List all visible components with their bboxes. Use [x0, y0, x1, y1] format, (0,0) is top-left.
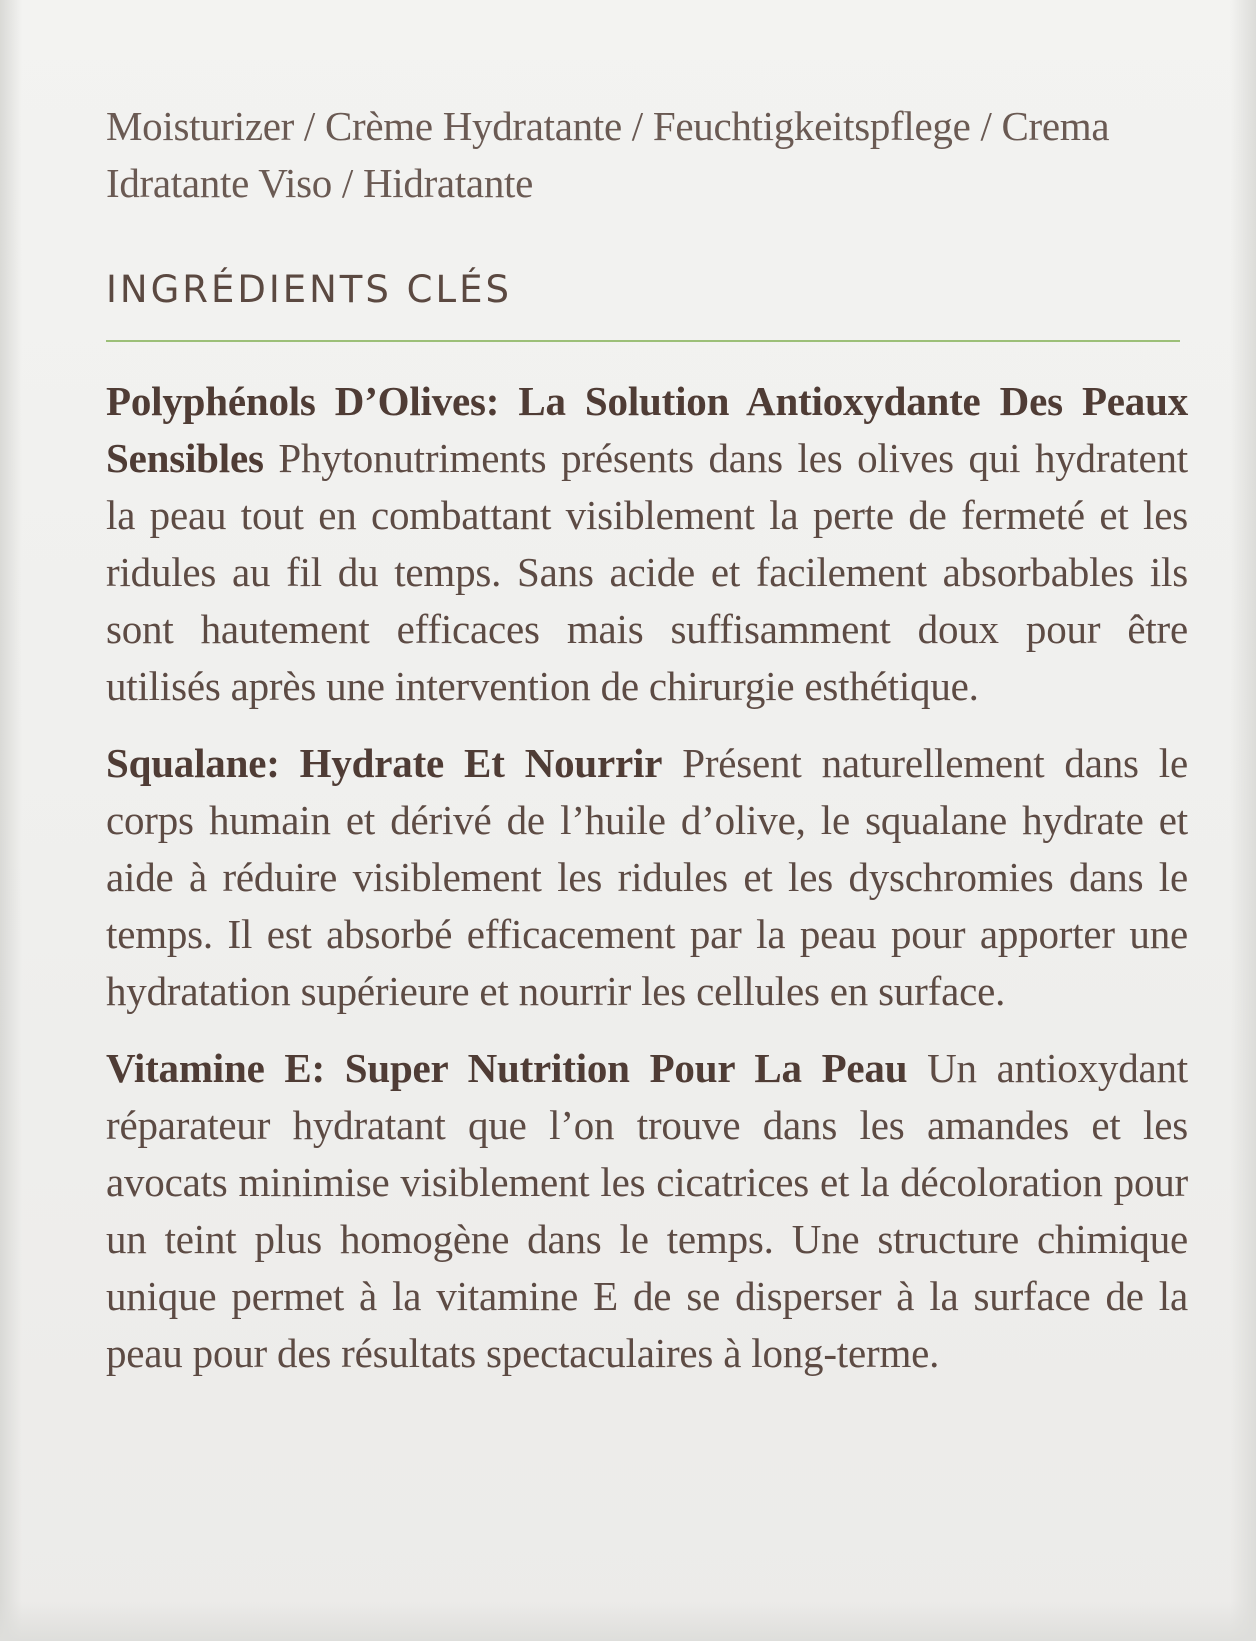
ingredient-olive-polyphenols [106, 373, 1188, 715]
heading-divider [106, 340, 1180, 342]
ingredient-name: Polyphénols D’Olives: La Solution Antioxydante Des Peaux Sensibles [106, 378, 1188, 481]
ingredient-name: Squalane: Hydrate Et Nourrir [106, 740, 663, 786]
label-content [106, 98, 1188, 1402]
ingredients-list [106, 373, 1188, 1382]
ingredient-squalane [106, 735, 1188, 1020]
ingredient-description: Présent naturellement dans le corps humain et dérivé de l’huile d’olive, le squalane hydrate et aide à réduire visiblement les ridules et les dyschromies dans le temps. Il est absorbé efficacement par la peau pour apporter une hydratation supérieure et nourrir les cellules en surface. [106, 740, 1188, 1014]
section-heading: INGRÉDIENTS CLÉS [106, 268, 512, 311]
product-names: Moisturizer / Crème Hydratante / Feuchtigkeitspflege / Crema Idratante Viso / Hidratante [106, 103, 1110, 206]
right-edge-shadow [1230, 0, 1256, 1641]
left-edge-shadow [0, 0, 22, 1641]
ingredient-name: Vitamine E: Super Nutrition Pour La Peau [106, 1045, 908, 1091]
ingredient-description: Un antioxydant réparateur hydratant que l’on trouve dans les amandes et les avocats minimise visiblement les cicatrices et la décoloration pour un teint plus homogène dans le temps. Une structure chimique unique permet à la vitamine E de se disperser à la surface de la peau pour des résultats spectaculaires à long-terme. [106, 1045, 1188, 1376]
ingredient-vitamin-e [106, 1040, 1188, 1382]
ingredient-description: Phytonutriments présents dans les olives qui hydratent la peau tout en combattant visiblement la perte de fermeté et les ridules au fil du temps. Sans acide et facilement absorbables ils sont hautement efficaces mais suffisamment doux pour être utilisés après une intervention de chirurgie esthétique. [106, 435, 1188, 709]
bottom-edge-shadow [0, 1601, 1256, 1641]
